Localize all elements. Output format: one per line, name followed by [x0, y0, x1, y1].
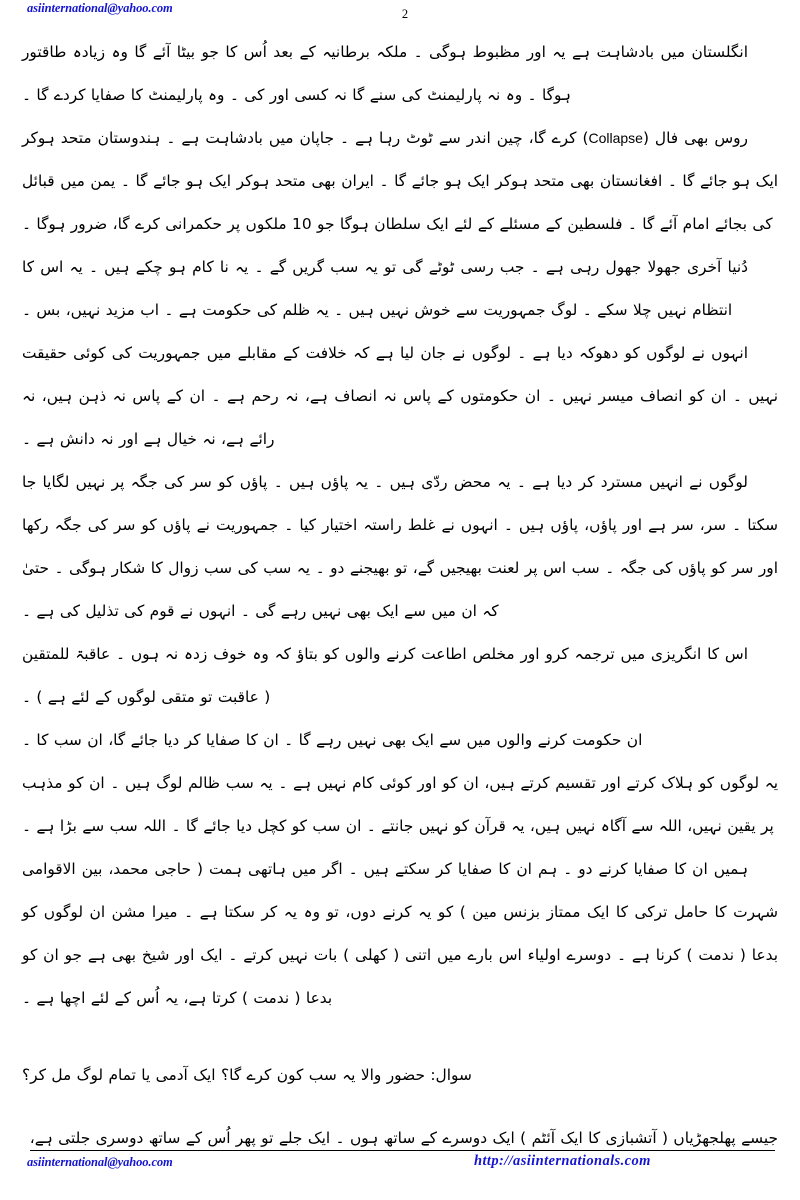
paragraph-1: انگلستان میں بادشاہت ہے یہ اور مظبوط ہوگی ۔ ملکہ برطانیہ کے بعد اُس کا جو بیٹا آئے گا وہ زیادہ طاقتور ہوگا ۔ وہ نہ پارلیمنٹ کی سنے گا نہ کسی اور کی ۔ وہ پارلیمنٹ کا صفایا کردے گا ۔ [22, 43, 748, 104]
page-number: 2 [401, 7, 409, 21]
document-body [22, 31, 778, 1160]
paragraph-5: لوگوں نے انہیں مسترد کر دیا ہے ۔ یہ محض ردّی ہیں ۔ یہ پاؤں ہیں ۔ پاؤں کو سر کی جگہ پر نہیں لگایا جا سکتا ۔ سر، سر ہے اور پاؤں، پاؤں ہیں ۔ انہوں نے غلط راستہ اختیار کیا ۔ جمہوریت نے پاؤں کو سر کی جگہ رکھا اور سر کو پاؤں کی جگہ ۔ سب اس پر لعنت بھیجیں گے، تو بھیجنے دو ۔ یہ سب کی سب زوال کا شکار ہوگی ۔ حتیٰ کہ ان میں سے ایک بھی نہیں رہے گی ۔ انہوں نے قوم کی تذلیل کی ہے ۔ [22, 473, 778, 620]
paragraph-6: اس کا انگریزی میں ترجمہ کرو اور مخلص اطاعت کرنے والوں کو بتاؤ کہ وہ خوف زدہ نہ ہوں ۔ عاقبۃ للمتقین ( عاقبت تو متقی لوگوں کے لئے ہے ) ۔ [22, 645, 748, 706]
paragraph-2-text-before: روس بھی فال ( [642, 129, 748, 147]
paragraph-4: انہوں نے لوگوں کو دھوکہ دیا ہے ۔ لوگوں نے جان لیا ہے کہ خلافت کے مقابلے میں جمہوریت کی کوئی حقیقت نہیں ۔ ان کو انصاف میسر نہیں ۔ ان حکومتوں کے پاس نہ انصاف ہے، نہ رحم ہے ۔ ان کے پاس نہ ذہن ہیں، نہ رائے ہے، نہ خیال ہے اور نہ دانش ہے ۔ [22, 344, 778, 448]
paragraph-7: ان حکومت کرنے والوں میں سے ایک بھی نہیں رہے گا ۔ ان کا صفایا کر دیا جائے گا، ان سب کا ۔ [22, 731, 643, 749]
paragraph-3: دُنیا آخری جھولا جھول رہی ہے ۔ جب رسی ٹوٹے گی تو یہ سب گریں گے ۔ یہ نا کام ہو چکے ہیں ۔ یہ اس کا انتظام نہیں چلا سکے ۔ لوگ جمہوریت سے خوش نہیں ہیں ۔ یہ ظلم کی حکومت ہے ۔ اب مزید نہیں، بس ۔ [22, 258, 748, 319]
footer-divider [30, 1150, 775, 1151]
paragraph-2-latin-term: Collapse [588, 130, 643, 146]
page-footer [0, 1142, 800, 1200]
paragraph-2 [22, 117, 778, 246]
footer-website-url: http://asiinternationals.com [474, 1153, 651, 1169]
paragraph-8: یہ لوگوں کو ہلاک کرتے اور تقسیم کرتے ہیں، ان کو اور کوئی کام نہیں ہے ۔ یہ سب ظالم لوگ ہیں ۔ ان کو مذہب پر یقین نہیں، اللہ سے آگاہ نہیں ہیں، یہ قرآن کو نہیں جانتے ۔ ان سب کو کچل دیا جائے گا ۔ اللہ سب سے بڑا ہے ۔ [22, 774, 778, 835]
header-email-address: asiinternational@yahoo.com [27, 1, 173, 15]
paragraph-9: ہمیں ان کا صفایا کرنے دو ۔ ہم ان کا صفایا کر سکتے ہیں ۔ اگر میں ہاتھی ہمت ( حاجی محمد، بین الاقوامی شہرت کا حامل ترکی کا ایک ممتاز بزنس مین ) کو یہ کرنے دوں، تو وہ یہ کر سکتا ہے ۔ میرا مشن ان لوگوں کو بدعا ( ندمت ) کرنا ہے ۔ دوسرے اولیاء اس بارے میں اتنی ( کھلی ) بات نہیں کرتے ۔ ایک اور شیخ بھی ہے جو ان کو بدعا ( ندمت ) کرتا ہے، یہ اُس کے لئے اچھا ہے ۔ [22, 860, 778, 1007]
paragraph-2-text-after: ) کرے گا، چین اندر سے ٹوٹ رہا ہے ۔ جاپان میں بادشاہت ہے ۔ ہندوستان متحد ہوکر ایک ہو جائے گا ۔ افغانستان بھی متحد ہوکر ایک ہو جائے گا ۔ ایران بھی متحد ہوکر ایک ہو جائے گا ۔ یمن میں قبائل کی بجائے امام آئے گا ۔ فلسطین کے مسئلے کے لئے ایک سلطان ہوگا جو 10 ملکوں پر حکمرانی کرے گا، ضرور ہوگا ۔ [22, 129, 778, 233]
page-header [0, 0, 800, 30]
paragraph-11: جیسے پھلجھڑیاں ( آتشبازی کا ایک آئٹم ) ایک دوسرے کے ساتھ ہوں ۔ ایک جلے تو پھر اُس کے ساتھ دوسری جلتی ہے، [29, 1129, 778, 1147]
question-line: سوال: حضور والا یہ سب کون کرے گا؟ ایک آدمی یا تمام لوگ مل کر؟ [22, 1066, 472, 1084]
footer-email-address: asiinternational@yahoo.com [27, 1155, 173, 1169]
